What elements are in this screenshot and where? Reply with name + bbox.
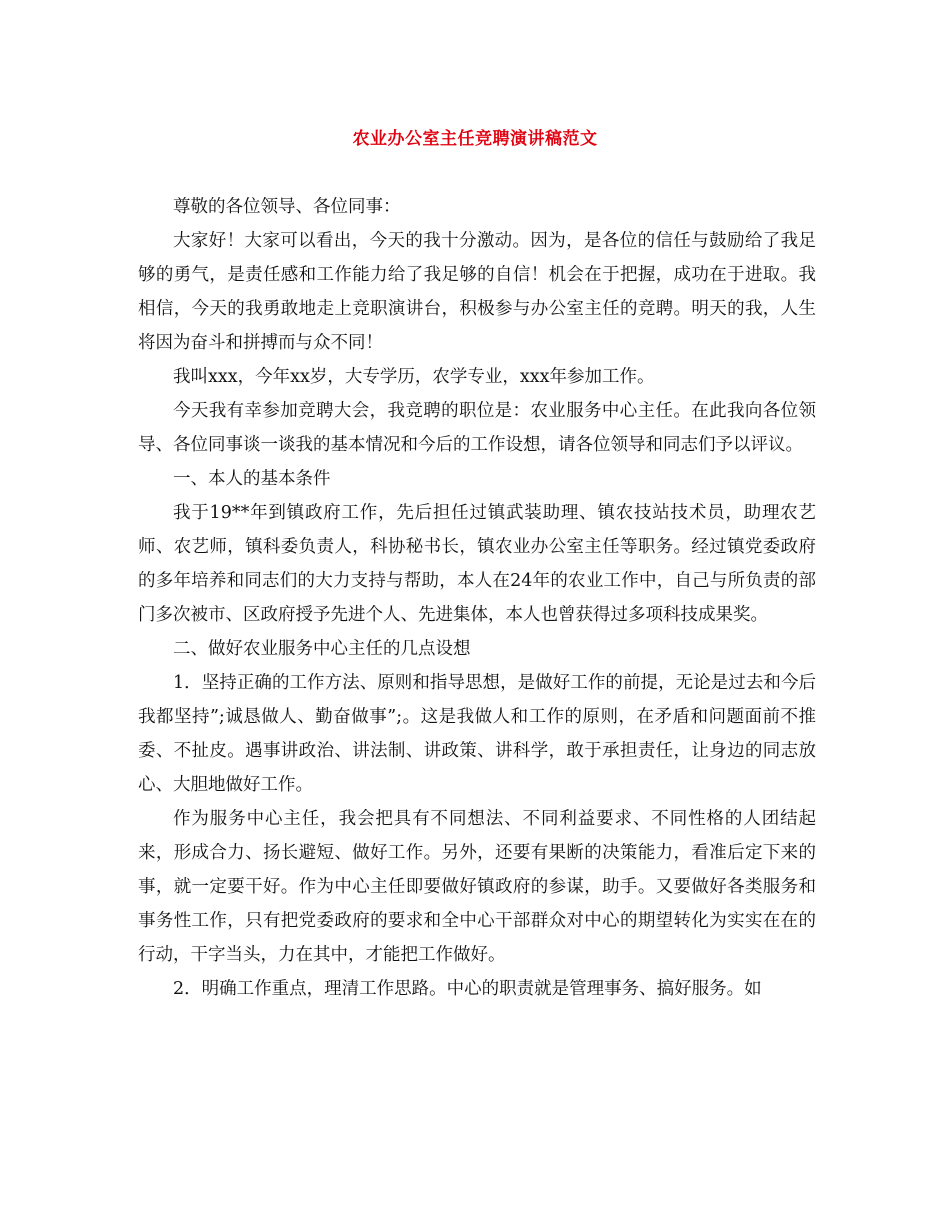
section-heading-2: 二、做好农业服务中心主任的几点设想 bbox=[173, 639, 471, 659]
paragraph-position: 今天我有幸参加竞聘大会，我竞聘的职位是：农业服务中心主任。在此我向各位领导、各位同事谈一谈我的基本情况和今后的工作设想，请各位领导和同志们予以评议。 bbox=[138, 401, 816, 455]
paragraph-role: 作为服务中心主任，我会把具有不同想法、不同利益要求、不同性格的人团结起来，形成合力、扬长避短、做好工作。另外，还要有果断的决策能力，看准后定下来的事，就一定要干好。作为中心主任即要做好镇政府的参谋，助手。又要做好各类服务和事务性工作，只有把党委政府的要求和全中心干部群众对中心的期望转化为实实在在的行动，干字当头，力在其中，才能把工作做好。 bbox=[138, 809, 816, 965]
document-title: 农业办公室主任竞聘演讲稿范文 bbox=[352, 129, 598, 149]
paragraph-opening: 大家好！大家可以看出，今天的我十分激动。因为，是各位的信任与鼓励给了我足够的勇气，是责任感和工作能力给了我足够的自信！机会在于把握，成功在于进取。我相信，今天的我勇敢地走上竞职演讲台，积极参与办公室主任的竞聘。明天的我，人生将因为奋斗和拼搏而与众不同！ bbox=[138, 231, 816, 353]
paragraph-salutation: 尊敬的各位领导、各位同事： bbox=[173, 197, 401, 217]
document-body bbox=[138, 190, 816, 1006]
paragraph-intro: 我叫xxx，今年xx岁，大专学历，农学专业，xxx年参加工作。 bbox=[173, 367, 655, 387]
section-heading-1: 一、本人的基本条件 bbox=[173, 469, 331, 489]
paragraph-point-2: 2．明确工作重点，理清工作思路。中心的职责就是管理事务、搞好服务。如 bbox=[173, 979, 762, 999]
paragraph-background: 我于19**年到镇政府工作，先后担任过镇武装助理、镇农技站技术员，助理农艺师、农艺师，镇科委负责人，科协秘书长，镇农业办公室主任等职务。经过镇党委政府的多年培养和同志们的大力支持与帮助，本人在24年的农业工作中，自己与所负责的部门多次被市、区政府授予先进个人、先进集体，本人也曾获得过多项科技成果奖。 bbox=[138, 503, 816, 625]
paragraph-point-1: 1．坚持正确的工作方法、原则和指导思想，是做好工作的前提，无论是过去和今后我都坚持”;诚恳做人、勤奋做事”;。这是我做人和工作的原则，在矛盾和问题面前不推委、不扯皮。遇事讲政治、讲法制、讲政策、讲科学，敢于承担责任，让身边的同志放心、大胆地做好工作。 bbox=[138, 673, 816, 795]
